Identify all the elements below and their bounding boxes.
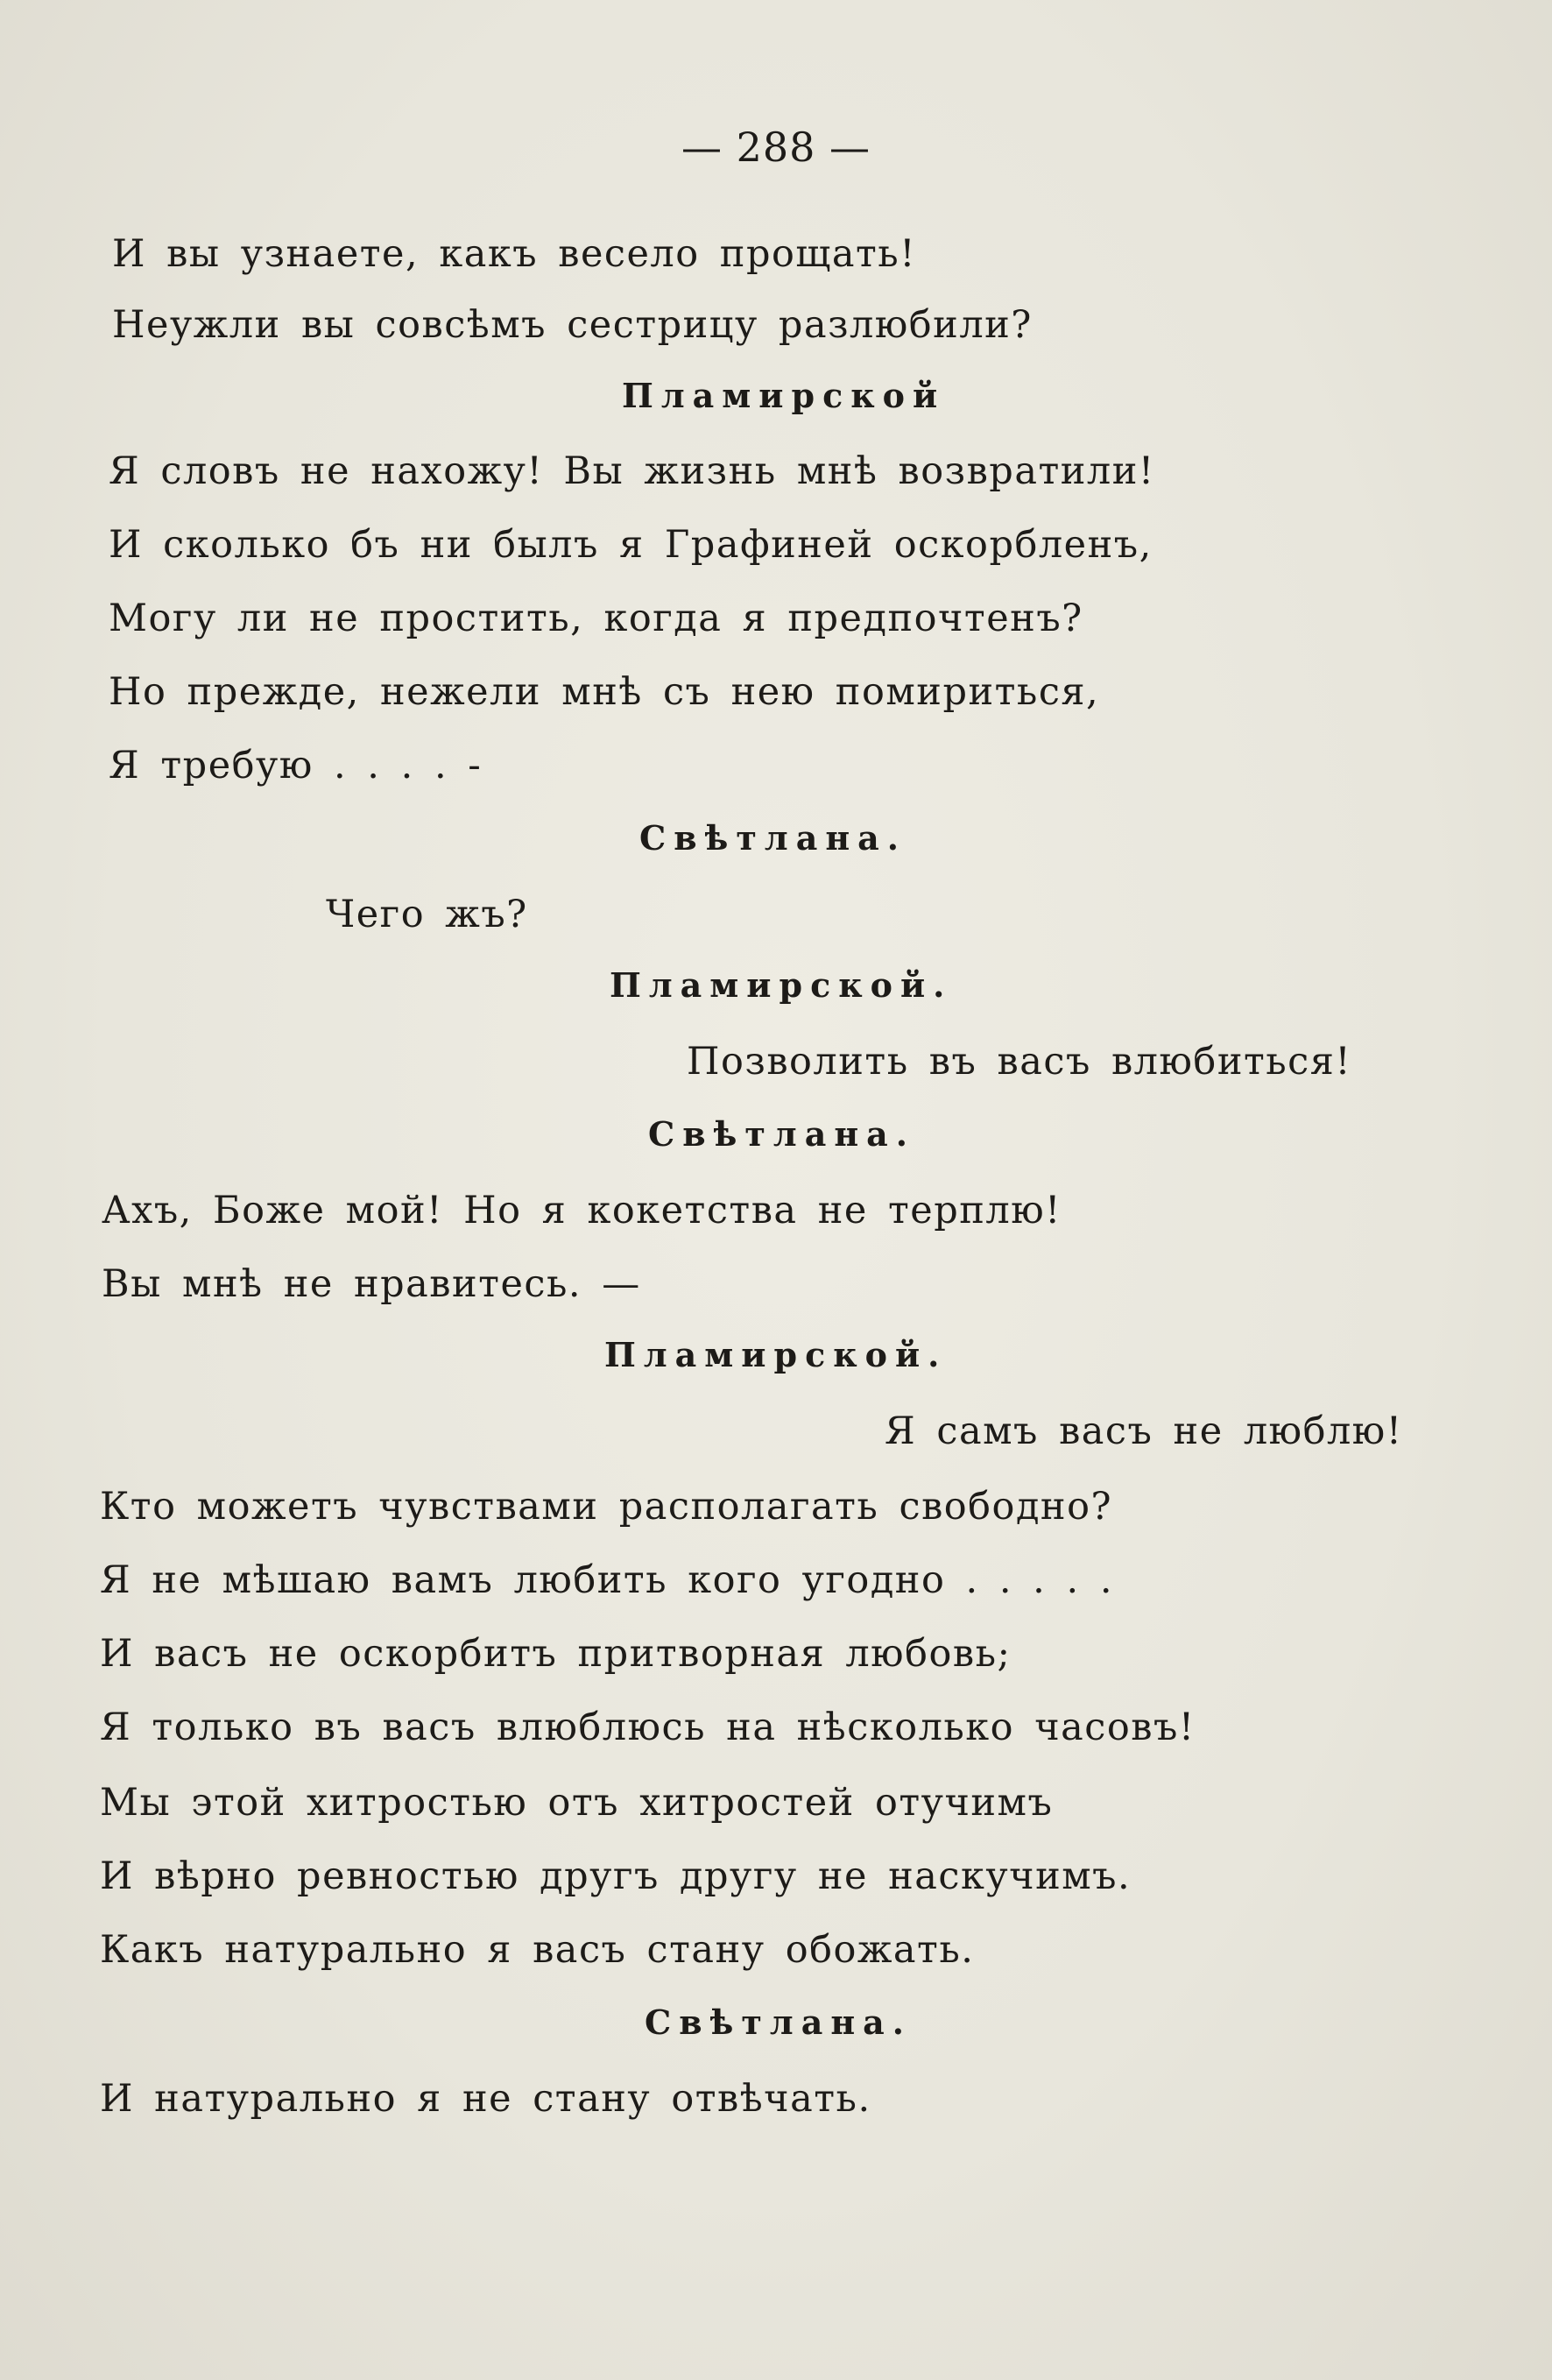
speaker-name: Пламирской. <box>604 1335 948 1374</box>
speaker-name: Свѣтлана. <box>645 2002 912 2042</box>
page-number: — 288 — <box>681 124 871 171</box>
verse-line: И васъ не оскорбитъ притворная любовь; <box>100 1632 1012 1676</box>
speaker-name: Пламирской <box>622 376 946 415</box>
speaker-name: Пламирской. <box>610 965 953 1005</box>
verse-line: Но прежде, нежели мнѣ съ нею помириться, <box>109 670 1100 714</box>
verse-line: И вы узнаете, какъ весело прощать! <box>112 232 916 276</box>
verse-line: И сколько бъ ни былъ я Графиней оскорбленъ, <box>109 523 1153 567</box>
verse-line: Я словъ не нахожу! Вы жизнь мнѣ возвратили! <box>109 449 1155 493</box>
verse-line: Я требую . . . . - <box>109 744 483 787</box>
verse-line: Позволить въ васъ влюбиться! <box>687 1040 1352 1084</box>
verse-line: Ахъ, Боже мой! Но я кокетства не терплю! <box>102 1189 1062 1232</box>
verse-line: Какъ натурально я васъ стану обожать. <box>100 1928 975 1972</box>
verse-line: Кто можетъ чувствами располагать свободно? <box>100 1485 1113 1529</box>
verse-line: И натурально я не стану отвѣчать. <box>100 2077 871 2121</box>
verse-line: Могу ли не простить, когда я предпочтенъ? <box>109 597 1083 640</box>
verse-line: Неужли вы совсѣмъ сестрицу разлюбили? <box>112 303 1033 347</box>
verse-line: Я самъ васъ не люблю! <box>885 1409 1403 1453</box>
verse-line: Мы этой хитростью отъ хитростей отучимъ <box>100 1781 1054 1825</box>
verse-line: Чего жъ? <box>326 893 528 936</box>
verse-line: И вѣрно ревностью другъ другу не наскучимъ. <box>100 1854 1132 1898</box>
verse-line: Вы мнѣ не нравитесь. — <box>102 1262 641 1306</box>
speaker-name: Свѣтлана. <box>648 1114 915 1154</box>
verse-line: Я только въ васъ влюблюсь на нѣсколько часовъ! <box>100 1706 1196 1749</box>
speaker-name: Свѣтлана. <box>639 818 907 858</box>
verse-line: Я не мѣшаю вамъ любить кого угодно . . . . . <box>100 1558 1114 1602</box>
